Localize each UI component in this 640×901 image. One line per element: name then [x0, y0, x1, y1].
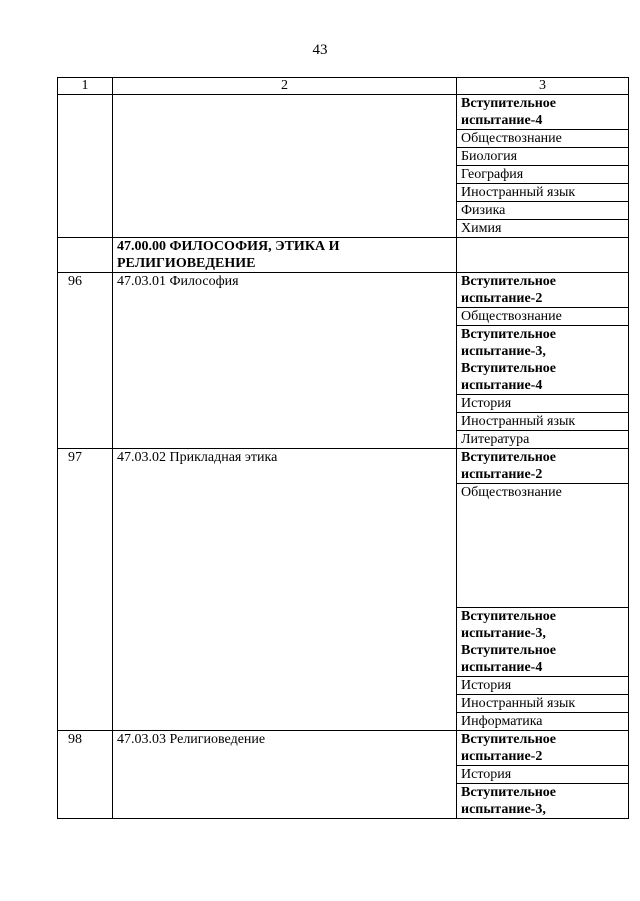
entrance-tests-cell [457, 731, 629, 819]
admission-table [57, 77, 629, 819]
entrance-test-group: Вступительное испытание-3, Вступительное испытание-4 [457, 608, 628, 677]
entrance-subject: Обществознание [457, 130, 628, 148]
column-number-3: 3 [457, 78, 629, 95]
row-number [58, 238, 113, 273]
entrance-subject: История [457, 766, 628, 784]
page-number: 43 [312, 42, 328, 58]
entrance-test-group: Вступительное испытание-2 [457, 731, 628, 766]
entrance-subject: Информатика [461, 714, 543, 729]
program-title: 47.03.01 Философия [113, 273, 457, 449]
entrance-test-group: Вступительное испытание-3, Вступительное испытание-4 [457, 326, 628, 395]
entrance-subject: Литература [461, 432, 530, 447]
section-title: 47.00.00 ФИЛОСОФИЯ, ЭТИКА И РЕЛИГИОВЕДЕНИЕ [113, 238, 457, 273]
entrance-test-group: Вступительное испытание-4 [457, 95, 628, 130]
entrance-tests-cell [457, 238, 629, 273]
program-title [113, 95, 457, 238]
table-row [58, 449, 629, 731]
row-number [58, 95, 113, 238]
row-number: 98 [58, 731, 113, 819]
row-number: 96 [58, 273, 113, 449]
entrance-test-group: Вступительное испытание-2 [457, 273, 628, 308]
entrance-subject: Иностранный язык [457, 695, 628, 713]
entrance-tests-cell [457, 95, 629, 238]
entrance-subject: Иностранный язык [457, 413, 628, 431]
entrance-subject: Биология [457, 148, 628, 166]
table-row [58, 273, 629, 449]
column-number-2: 2 [113, 78, 457, 95]
entrance-subject: Обществознание [457, 484, 628, 608]
entrance-subject: Химия [461, 221, 502, 236]
entrance-test-group: Вступительное испытание-2 [457, 449, 628, 484]
entrance-subject: Физика [457, 202, 628, 220]
program-title: 47.03.02 Прикладная этика [113, 449, 457, 731]
row-number: 97 [58, 449, 113, 731]
table-row [58, 731, 629, 819]
entrance-tests-cell [457, 273, 629, 449]
entrance-test-group: Вступительное испытание-3, [461, 785, 557, 817]
entrance-subject: История [457, 395, 628, 413]
entrance-subject: Обществознание [457, 308, 628, 326]
entrance-tests-cell [457, 449, 629, 731]
column-number-row [58, 78, 629, 95]
entrance-subject: Иностранный язык [457, 184, 628, 202]
program-title: 47.03.03 Религиоведение [113, 731, 457, 819]
column-number-1: 1 [58, 78, 113, 95]
entrance-subject: История [457, 677, 628, 695]
table-row [58, 238, 629, 273]
entrance-subject: География [457, 166, 628, 184]
table-row [58, 95, 629, 238]
table-body [58, 95, 629, 819]
